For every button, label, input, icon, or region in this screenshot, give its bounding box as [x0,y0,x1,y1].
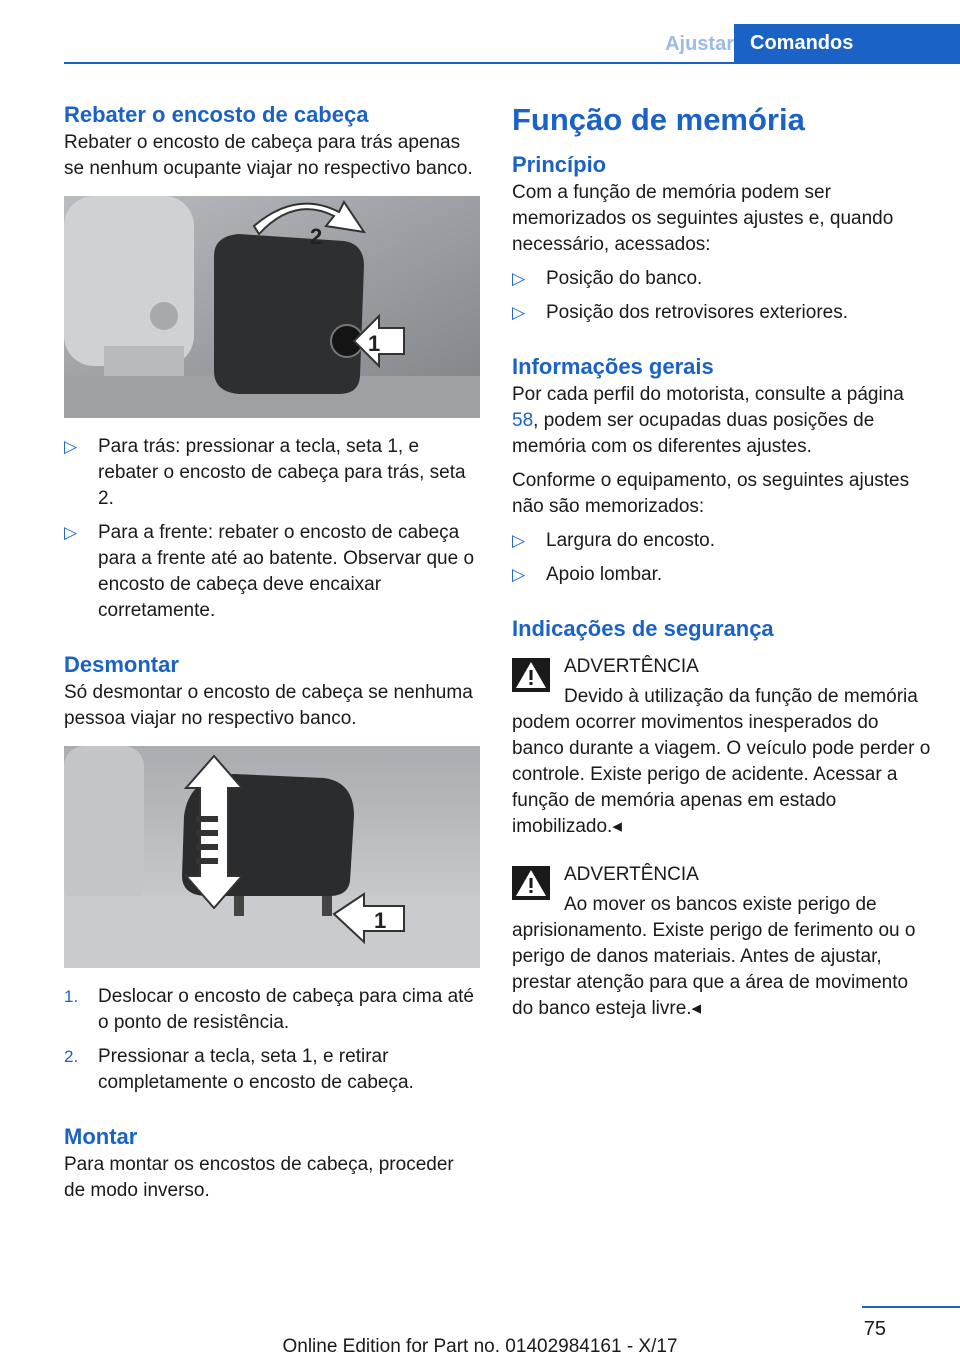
section-title-rebater: Rebater o encosto de cabeça [64,102,369,127]
section-title-desmontar: Desmontar [64,652,179,677]
section-title-montar: Montar [64,1124,138,1149]
desmontar-steps [64,984,480,1096]
edition-footer: Online Edition for Part no. 01402984161 - X/17 [282,1336,678,1357]
warning-block [512,654,932,840]
header-bar [64,0,960,64]
tab-ajustar[interactable]: Ajustar [665,33,734,55]
section-text-montar: Para montar os encostos de cabeça, proceder de modo inverso. [64,1154,454,1201]
section-text-principio: Com a função de memória podem ser memorizados os seguintes ajustes e, quando necessário, acessados: [512,182,894,255]
headrest-remove-figure [64,746,480,968]
principio-list [512,266,932,326]
page-title: Função de memória [512,102,805,137]
section-text-rebater: Rebater o encosto de cabeça para trás apenas se nenhum ocupante viajar no respectivo banco. [64,132,473,179]
warning-block [512,862,932,1022]
list-item: ▷ Para a frente: rebater o encosto de cabeça para a frente até ao batente. Observar que o encosto de cabeça deve encaixar corretamente. [64,522,475,621]
list-item: ▷ Para trás: pressionar a tecla, seta 1, e rebater o encosto de cabeça para trás, seta 2. [64,436,466,509]
fig2-label-1: 1 [374,908,387,933]
fig1-label-1: 1 [368,331,381,356]
headrest-fold-figure [64,196,480,418]
section-text-informacoes-2: Conforme o equipamento, os seguintes ajustes não são memorizados: [512,470,910,517]
warning-icon [512,866,550,900]
section-text-desmontar: Só desmontar o encosto de cabeça se nenhuma pessoa viajar no respectivo banco. [64,682,473,729]
triangle-bullet-icon: ▷ [64,437,78,456]
footer-rule [862,1306,960,1308]
warning-icon [512,658,550,692]
section-text-informacoes: Por cada perfil do motorista, consulte a página 58, podem ser ocupadas duas posições de memória com os diferentes ajustes. [512,384,904,457]
triangle-bullet-icon: ▷ [512,565,526,584]
tab-comandos[interactable]: Comandos [734,24,960,62]
page-number: 75 [863,1318,886,1340]
list-item: ▷ Largura do encosto. [512,528,932,554]
warning-title: ADVERTÊNCIA [564,864,699,885]
warning-text: Ao mover os bancos existe perigo de aprisionamento. Existe perigo de ferimento ou o perigo de danos materiais. Antes de ajustar, prestar atenção para que a área de movimento do banco esteja livre.◂ [512,894,916,1019]
list-item: ▷ Apoio lombar. [512,562,932,588]
section-title-informacoes: Informações gerais [512,354,714,379]
list-item: 2. Pressionar a tecla, seta 1, e retirar completamente o encosto de cabeça. [64,1046,414,1093]
triangle-bullet-icon: ▷ [512,269,526,288]
informacoes-list [512,528,932,588]
list-item: 1. Deslocar o encosto de cabeça para cima até o ponto de resistência. [64,986,474,1033]
section-title-seguranca: Indicações de segurança [512,616,774,641]
fig1-label-2: 2 [310,224,323,249]
triangle-bullet-icon: ▷ [512,303,526,322]
page-link[interactable]: 58 [512,410,534,431]
list-item: ▷ Posição dos retrovisores exteriores. [512,300,932,326]
list-item: ▷ Posição do banco. [512,266,932,292]
section-title-principio: Princípio [512,152,607,177]
right-column [512,100,932,1022]
left-column [64,100,480,1212]
warning-title: ADVERTÊNCIA [564,656,699,677]
warning-text: Devido à utilização da função de memória podem ocorrer movimentos inesperados do banco durante a viagem. O veículo pode perder o controle. Existe perigo de acidente. Acessar a função de memória apenas em estado imobilizado.◂ [512,686,931,837]
triangle-bullet-icon: ▷ [512,531,526,550]
triangle-bullet-icon: ▷ [64,523,78,542]
rebater-list [64,434,480,624]
